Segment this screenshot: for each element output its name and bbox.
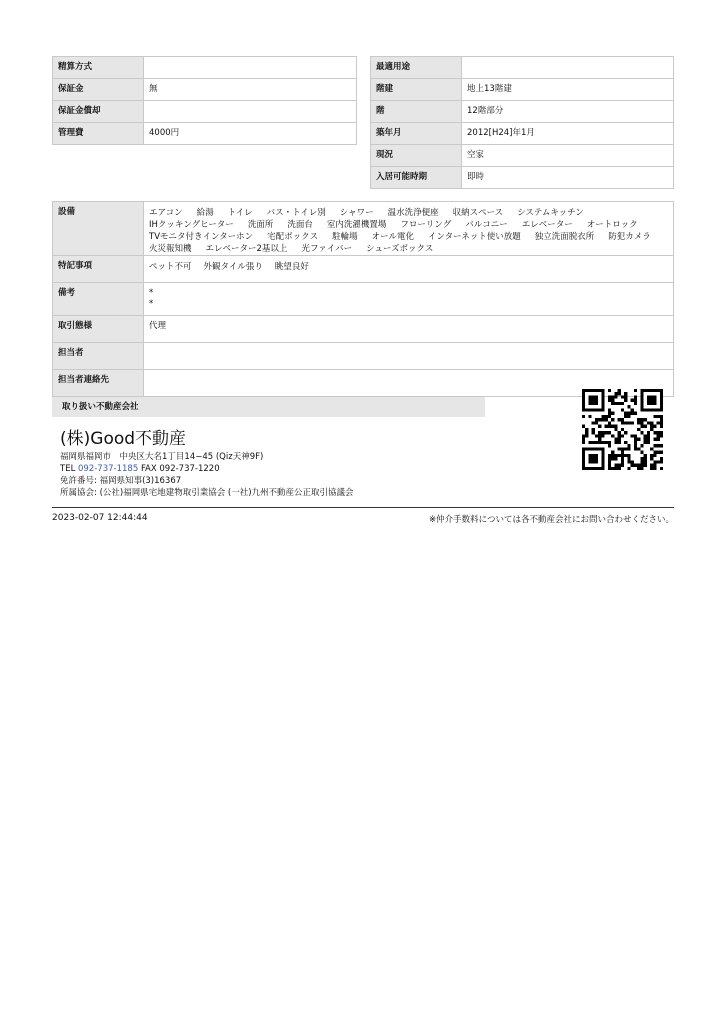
equipment-item: 収納スペース	[452, 208, 504, 218]
right-table-label: 入居可能時期	[371, 167, 462, 189]
print-timestamp: 2023-02-07 12:44:44	[52, 513, 148, 523]
fax-label: FAX	[140, 464, 157, 474]
right-table-row	[371, 57, 674, 79]
commission-note: ※仲介手数料については各不動産会社にお問い合わせください。	[429, 515, 674, 525]
company-address: 福岡県福岡市 中央区大名1丁目14−45 (Qiz天神9F)	[60, 452, 264, 462]
agent-label: 担当者	[53, 343, 144, 370]
left-table-label: 管理費	[53, 123, 144, 145]
equipment-item: オートロック	[586, 220, 638, 230]
company-name: (株)Good不動産	[60, 429, 187, 449]
right-table-label: 現況	[371, 145, 462, 167]
right-table-label: 階建	[371, 79, 462, 101]
right-table-value: 2012[H24]年1月	[462, 123, 674, 145]
equipment-item: インターネット使い放題	[427, 232, 521, 242]
right-table-value: 12階部分	[462, 101, 674, 123]
left-table-row	[53, 57, 357, 79]
association: 所属協会: (公社)福岡県宅地建物取引業協会 (一社)九州不動産公正取引協議会	[60, 488, 354, 498]
license-number: 免許番号: 福岡県知事(3)16367	[60, 476, 182, 486]
features-label: 特記事項	[53, 256, 144, 283]
right-table-label: 最適用途	[371, 57, 462, 79]
detail-table	[52, 201, 674, 397]
left-info-table	[52, 56, 357, 145]
agent-value	[144, 343, 674, 370]
left-table-row	[53, 101, 357, 123]
equipment-item: フローリング	[400, 220, 452, 230]
equipment-item: 独立洗面脱衣所	[534, 232, 595, 242]
feature-item: 外観タイル張り	[203, 262, 263, 272]
right-table-value	[462, 57, 674, 79]
equipment-item: 給湯	[196, 208, 214, 218]
equipment-item: シャワー	[339, 208, 374, 218]
right-table-label: 階	[371, 101, 462, 123]
left-table-value: 無	[144, 79, 357, 101]
features-value	[144, 256, 674, 283]
tel-label: TEL	[60, 464, 76, 474]
right-table-row	[371, 101, 674, 123]
equipment-item: バス・トイレ別	[266, 208, 326, 218]
tel-number-link[interactable]: 092-737-1185	[78, 464, 139, 474]
feature-item: 眺望良好	[274, 262, 309, 272]
equipment-item: 室内洗濯機置場	[326, 220, 387, 230]
equipment-item: システムキッチン	[517, 208, 584, 218]
left-table-value	[144, 101, 357, 123]
left-table-row	[53, 123, 357, 145]
right-table-label: 築年月	[371, 123, 462, 145]
right-table-value: 即時	[462, 167, 674, 189]
equipment-item: 防犯カメラ	[608, 232, 651, 242]
qr-code	[582, 389, 663, 470]
equipment-label: 設備	[53, 202, 144, 256]
left-table-label: 保証金	[53, 79, 144, 101]
left-table-row	[53, 79, 357, 101]
remarks-line: *	[149, 299, 154, 309]
right-table-row	[371, 167, 674, 189]
equipment-item: トイレ	[227, 208, 253, 218]
equipment-item: TVモニタ付きインターホン	[149, 232, 254, 242]
equipment-item: 光ファイバー	[301, 244, 353, 254]
left-table-label: 保証金償却	[53, 101, 144, 123]
right-info-table	[370, 56, 674, 189]
equipment-item: オール電化	[371, 232, 414, 242]
company-details	[60, 451, 354, 499]
equipment-item: 温水洗浄便座	[387, 208, 439, 218]
remarks-row	[53, 283, 674, 316]
right-table-row	[371, 123, 674, 145]
left-table-value	[144, 57, 357, 79]
equipment-item: エレベーター2基以上	[205, 244, 288, 254]
left-table-label: 精算方式	[53, 57, 144, 79]
equipment-row	[53, 202, 674, 256]
equipment-item: IHクッキングヒーター	[149, 220, 234, 230]
equipment-item: 洗面台	[287, 220, 313, 230]
company-section-header: 取り扱い不動産会社	[52, 397, 485, 417]
right-table-row	[371, 79, 674, 101]
footer-divider	[52, 507, 674, 508]
remarks-label: 備考	[53, 283, 144, 316]
equipment-item: バルコニー	[465, 220, 508, 230]
feature-item: ペット不可	[149, 262, 192, 272]
equipment-item: シューズボックス	[366, 244, 434, 254]
equipment-item: 宅配ボックス	[267, 232, 319, 242]
right-table-value: 空家	[462, 145, 674, 167]
right-table-value: 地上13階建	[462, 79, 674, 101]
transaction-row	[53, 316, 674, 343]
fax-number: 092-737-1220	[159, 464, 220, 474]
left-table-value: 4000円	[144, 123, 357, 145]
equipment-value	[144, 202, 674, 256]
equipment-item: 火災報知機	[149, 244, 192, 254]
equipment-item: 駐輪場	[332, 232, 358, 242]
company-contact-line	[60, 463, 354, 475]
remarks-value	[144, 283, 674, 316]
equipment-item: エアコン	[149, 208, 183, 218]
equipment-item: エレベーター	[521, 220, 573, 230]
agent-contact-row	[53, 370, 674, 397]
transaction-label: 取引態様	[53, 316, 144, 343]
features-row	[53, 256, 674, 283]
transaction-value: 代理	[144, 316, 674, 343]
agent-row	[53, 343, 674, 370]
agent-contact-label: 担当者連絡先	[53, 370, 144, 397]
right-table-row	[371, 145, 674, 167]
remarks-line: *	[149, 288, 154, 298]
equipment-item: 洗面所	[247, 220, 274, 230]
